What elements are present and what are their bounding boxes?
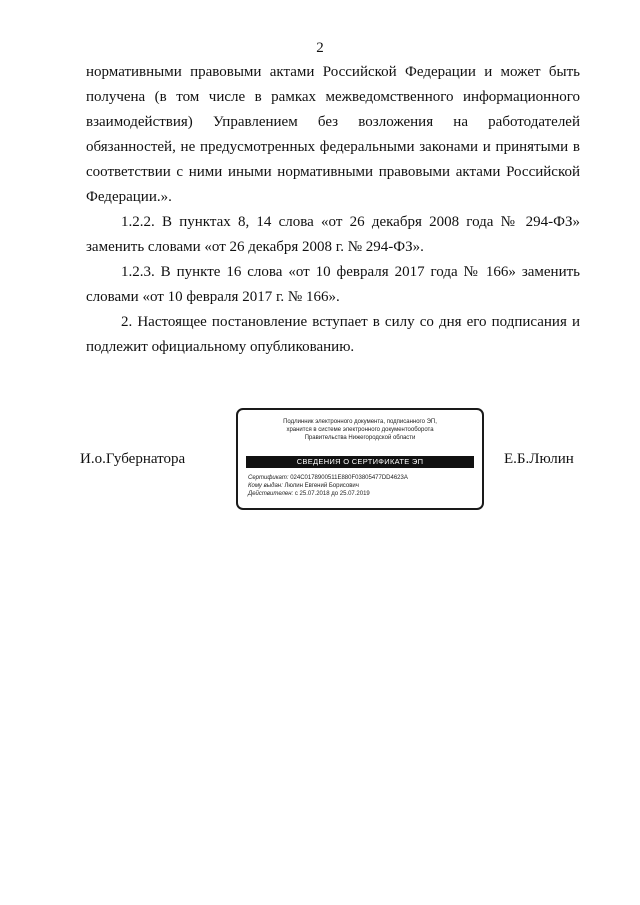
certificate-value: 024C0178900511E880F03805477DD4623A	[290, 475, 408, 481]
page-number: 2	[316, 40, 324, 56]
stamp-header-line: Правительства Нижегородской области	[304, 435, 416, 441]
validity-label: Действителен:	[248, 491, 294, 497]
issued-to-value: Люлин Евгений Борисович	[284, 483, 359, 489]
stamp-header-line: хранится в системе электронного документооборота	[286, 427, 434, 433]
paragraph-1-2-3: 1.2.3. В пункте 16 слова «от 10 февраля 2017 года № 166» заменить словами «от 10 февраля 2017 г. № 166».	[86, 264, 580, 305]
stamp-banner: СВЕДЕНИЯ О СЕРТИФИКАТЕ ЭП	[246, 456, 474, 468]
paragraph-1-2-2: 1.2.2. В пунктах 8, 14 слова «от 26 декабря 2008 года № 294-ФЗ» заменить словами «от 26 декабря 2008 г. № 294-ФЗ».	[86, 214, 580, 255]
certificate-label: Сертификат:	[248, 475, 289, 481]
paragraph-2-effective: 2. Настоящее постановление вступает в силу со дня его подписания и подлежит официальному опубликованию.	[86, 314, 580, 355]
signer-title: И.о.Губернатора	[80, 451, 186, 467]
stamp-header	[238, 418, 482, 442]
issued-to-label: Кому выдан:	[248, 483, 283, 489]
paragraph-continuation: нормативными правовыми актами Российской Федерации и может быть получена (в том числе в рамках межведомственного информационного взаимодействия) Управлением без возложения на работодателей обязанностей, не предусмотренных федеральными законами и принятыми в соответствии с ними иными нормативными правовыми актами Российской Федерации.».	[86, 64, 580, 205]
issued-to-row	[248, 482, 408, 490]
certificate-row	[248, 474, 408, 482]
electronic-signature-stamp	[236, 408, 484, 510]
validity-value: с 25.07.2018 до 25.07.2019	[294, 491, 370, 497]
stamp-details	[248, 474, 408, 498]
validity-row	[248, 490, 408, 498]
stamp-header-line: Подлинник электронного документа, подписанного ЭП,	[283, 419, 437, 425]
signer-name: Е.Б.Люлин	[504, 451, 574, 467]
